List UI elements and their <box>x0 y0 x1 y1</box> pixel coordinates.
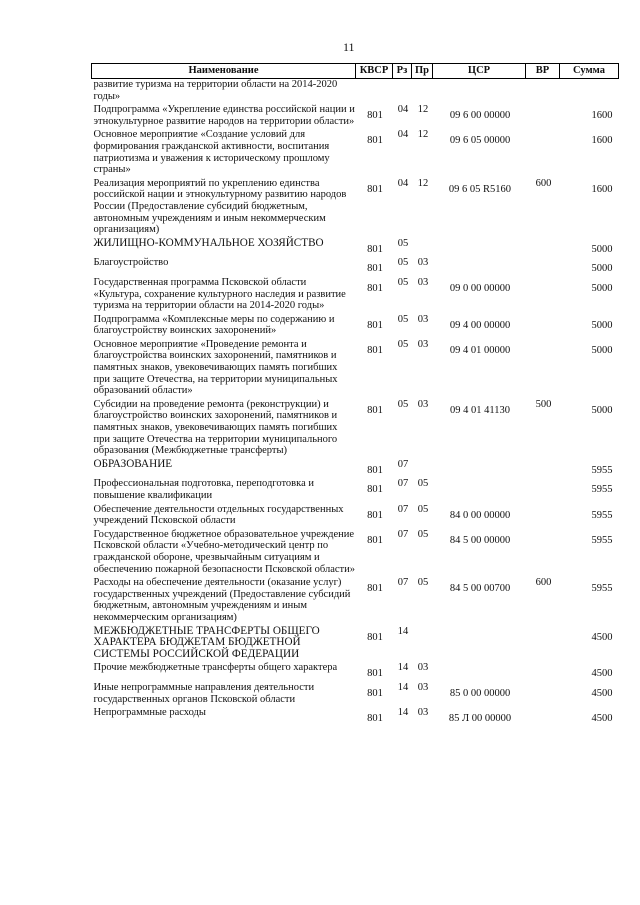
cell-csr <box>433 624 526 661</box>
cell-rz: 14 <box>397 625 409 637</box>
cell-rz: 05 <box>397 237 409 249</box>
cell-sum: 4500 <box>591 631 613 643</box>
cell-sum: 1600 <box>591 135 613 147</box>
header-vr: ВР <box>526 64 560 79</box>
cell-vr: 600 <box>535 577 552 589</box>
cell-sum: 5000 <box>591 319 613 331</box>
cell-vr <box>526 660 560 680</box>
cell-kvsr: 801 <box>367 464 383 476</box>
table-row <box>92 397 619 457</box>
cell-sum: 4500 <box>591 713 613 725</box>
cell-csr: 85 Л 00 00000 <box>448 713 512 725</box>
cell-sum: 5000 <box>591 263 613 275</box>
cell-vr: 600 <box>535 177 552 189</box>
table-row <box>92 457 619 477</box>
cell-kvsr: 801 <box>367 319 383 331</box>
cell-vr <box>526 680 560 705</box>
cell-pr: 05 <box>417 503 429 515</box>
cell-name: Подпрограмма «Укрепление единства российской нации и этнокультурное развитие народов на территории области» <box>93 104 355 127</box>
cell-pr: 03 <box>417 662 429 674</box>
table-row <box>92 680 619 705</box>
cell-csr: 09 4 00 00000 <box>449 319 511 331</box>
cell-sum: 5955 <box>591 509 613 521</box>
header-rz: Рз <box>393 64 412 79</box>
cell-pr: 05 <box>417 478 429 490</box>
cell-csr <box>433 457 526 477</box>
cell-rz: 04 <box>397 177 409 189</box>
cell-sum: 5955 <box>591 484 613 496</box>
cell-sum: 1600 <box>591 110 613 122</box>
cell-kvsr: 801 <box>367 631 383 643</box>
cell-name: Подпрограмма «Комплексные меры по содержанию и благоустройству воинских захоронений» <box>93 313 335 337</box>
table-row <box>92 79 619 103</box>
cell-name: Прочие межбюджетные трансферты общего характера <box>93 662 338 674</box>
cell-kvsr: 801 <box>367 687 383 699</box>
cell-rz: 05 <box>397 338 409 350</box>
cell-kvsr: 801 <box>367 282 383 294</box>
cell-pr <box>412 624 433 661</box>
cell-name: Благоустройство <box>93 257 169 269</box>
cell-name: Государственная программа Псковской области «Культура, сохранение культурного наследия и развитие туризма на территории области на 2014-2020 годы» <box>93 276 346 312</box>
cell-name: Основное мероприятие «Создание условий для формирования гражданской активности, воспитания патриотизма и уважения к историческому прошлому страны» <box>93 129 330 176</box>
table-row <box>92 705 619 725</box>
cell-csr <box>433 79 526 103</box>
cell-rz: 05 <box>397 313 409 325</box>
cell-kvsr: 801 <box>367 135 383 147</box>
cell-rz: 07 <box>397 478 409 490</box>
cell-kvsr: 801 <box>367 344 383 356</box>
table-row <box>92 127 619 175</box>
cell-name: Субсидии на проведение ремонта (реконструкции) и благоустройство воинских захоронений, памятников и памятных знаков, увековечивающих память погибших при защите Отечества на территории муниципального образования (Межбюджетные трансферты) <box>93 398 338 457</box>
cell-vr <box>526 255 560 275</box>
table-row <box>92 236 619 256</box>
cell-rz: 14 <box>397 707 409 719</box>
cell-pr: 03 <box>417 681 429 693</box>
cell-vr <box>526 312 560 337</box>
cell-pr: 03 <box>417 313 429 325</box>
header-sum: Сумма <box>560 64 619 79</box>
cell-kvsr: 801 <box>367 713 383 725</box>
cell-vr <box>526 102 560 127</box>
cell-vr <box>526 275 560 312</box>
cell-name: ЖИЛИЩНО-КОММУНАЛЬНОЕ ХОЗЯЙСТВО <box>93 236 324 249</box>
cell-rz <box>393 79 412 103</box>
cell-pr <box>412 236 433 256</box>
cell-rz: 14 <box>397 662 409 674</box>
table-row <box>92 575 619 623</box>
table-row <box>92 337 619 397</box>
cell-name: развитие туризма на территории области на 2014-2020 годы» <box>93 79 338 102</box>
cell-rz: 05 <box>397 276 409 288</box>
table-row <box>92 255 619 275</box>
cell-sum: 1600 <box>591 183 613 195</box>
cell-rz: 14 <box>397 681 409 693</box>
cell-vr <box>526 624 560 661</box>
cell-kvsr: 801 <box>367 243 383 255</box>
cell-name: Непрограммные расходы <box>93 707 206 719</box>
table-row <box>92 312 619 337</box>
cell-vr <box>526 337 560 397</box>
cell-kvsr: 801 <box>367 668 383 680</box>
header-pr: Пр <box>412 64 433 79</box>
cell-pr <box>412 79 433 103</box>
header-name: Наименование <box>92 64 356 79</box>
cell-vr <box>526 79 560 103</box>
cell-vr <box>526 705 560 725</box>
cell-sum <box>560 79 619 103</box>
cell-pr: 03 <box>417 276 429 288</box>
cell-pr: 03 <box>417 338 429 350</box>
cell-sum: 5000 <box>591 282 613 294</box>
cell-rz: 07 <box>397 577 409 589</box>
cell-sum: 4500 <box>591 687 613 699</box>
cell-pr: 05 <box>417 528 429 540</box>
cell-csr <box>433 255 526 275</box>
cell-csr: 09 6 05 00000 <box>449 135 511 147</box>
table-row <box>92 176 619 236</box>
cell-name: Основное мероприятие «Проведение ремонта и благоустройства воинских захоронений, памятников и памятных знаков, увековечивающих память погибших при защите Отечества, на территории муниципальных образований области» <box>93 338 338 397</box>
cell-sum: 5000 <box>591 243 613 255</box>
cell-pr <box>412 457 433 477</box>
cell-vr <box>526 502 560 527</box>
cell-rz: 05 <box>397 398 409 410</box>
cell-kvsr <box>356 79 393 103</box>
table-header <box>92 64 619 79</box>
cell-kvsr: 801 <box>367 484 383 496</box>
budget-table <box>91 63 619 725</box>
cell-kvsr: 801 <box>367 534 383 546</box>
cell-sum: 5955 <box>591 583 613 595</box>
cell-rz: 05 <box>397 257 409 269</box>
cell-csr <box>433 236 526 256</box>
table-row <box>92 502 619 527</box>
cell-kvsr: 801 <box>367 263 383 275</box>
cell-pr: 12 <box>417 129 429 141</box>
cell-pr: 12 <box>417 104 429 116</box>
cell-sum: 5955 <box>591 534 613 546</box>
cell-kvsr: 801 <box>367 404 383 416</box>
cell-csr: 09 4 01 41130 <box>450 404 510 416</box>
cell-csr: 09 0 00 00000 <box>449 282 511 294</box>
table-row <box>92 476 619 501</box>
cell-pr: 05 <box>417 577 429 589</box>
cell-name: Профессиональная подготовка, переподготовка и повышение квалификации <box>93 478 314 501</box>
table-row <box>92 275 619 312</box>
cell-vr <box>526 527 560 575</box>
cell-vr <box>526 457 560 477</box>
header-csr: ЦСР <box>433 64 526 79</box>
cell-kvsr: 801 <box>367 509 383 521</box>
cell-kvsr: 801 <box>367 583 383 595</box>
cell-name: Реализация мероприятий по укреплению единства российской нации и этнокультурному развитию народов России (Предоставление субсидий бюджетным, автономным учреждениям и иным некоммерческим организациям) <box>93 177 347 236</box>
cell-sum: 4500 <box>591 668 613 680</box>
cell-vr <box>526 476 560 501</box>
cell-name: Расходы на обеспечение деятельности (оказание услуг) государственных учреждений (Предоставление субсидий бюджетным, автономным учреждениям и иным некоммерческим организациям) <box>93 577 351 623</box>
cell-vr: 500 <box>535 398 552 410</box>
cell-pr: 12 <box>417 177 429 189</box>
cell-vr <box>526 127 560 175</box>
cell-kvsr: 801 <box>367 110 383 122</box>
table-row <box>92 527 619 575</box>
cell-csr: 09 6 00 00000 <box>449 110 511 122</box>
cell-rz: 04 <box>397 129 409 141</box>
header-kvsr: КВСР <box>356 64 393 79</box>
table-row <box>92 660 619 680</box>
cell-rz: 07 <box>397 503 409 515</box>
cell-sum: 5000 <box>591 404 613 416</box>
cell-pr: 03 <box>417 257 429 269</box>
cell-name: Обеспечение деятельности отдельных государственных учреждений Псковской области <box>93 503 344 527</box>
cell-vr <box>526 236 560 256</box>
cell-csr: 84 5 00 00700 <box>449 583 511 595</box>
cell-name: Иные непрограммные направления деятельности государственных органов Псковской области <box>93 681 315 705</box>
cell-csr <box>433 660 526 680</box>
cell-csr: 84 0 00 00000 <box>449 509 511 521</box>
cell-pr: 03 <box>417 707 429 719</box>
cell-rz: 07 <box>397 528 409 540</box>
cell-sum: 5955 <box>591 464 613 476</box>
cell-pr: 03 <box>417 398 429 410</box>
table-row <box>92 624 619 661</box>
page-number: 11 <box>343 40 355 54</box>
cell-rz: 04 <box>397 104 409 116</box>
cell-name: Государственное бюджетное образовательное учреждение Псковской области «Учебно-методический центр по гражданской обороне, чрезвычайным ситуациям и обеспечению пожарной безопасности Псковской области» <box>93 528 356 575</box>
table-row <box>92 102 619 127</box>
cell-name: МЕЖБЮДЖЕТНЫЕ ТРАНСФЕРТЫ ОБЩЕГО ХАРАКТЕРА БЮДЖЕТАМ БЮДЖЕТНОЙ СИСТЕМЫ РОССИЙСКОЙ ФЕДЕРАЦИИ <box>93 624 320 660</box>
cell-rz: 07 <box>397 458 409 470</box>
cell-csr: 85 0 00 00000 <box>449 687 511 699</box>
cell-csr: 09 4 01 00000 <box>449 344 511 356</box>
cell-sum: 5000 <box>591 344 613 356</box>
cell-kvsr: 801 <box>367 183 383 195</box>
cell-csr: 84 5 00 00000 <box>449 534 511 546</box>
cell-csr <box>433 476 526 501</box>
cell-csr: 09 6 05 R5160 <box>448 183 512 195</box>
cell-name: ОБРАЗОВАНИЕ <box>93 457 173 470</box>
